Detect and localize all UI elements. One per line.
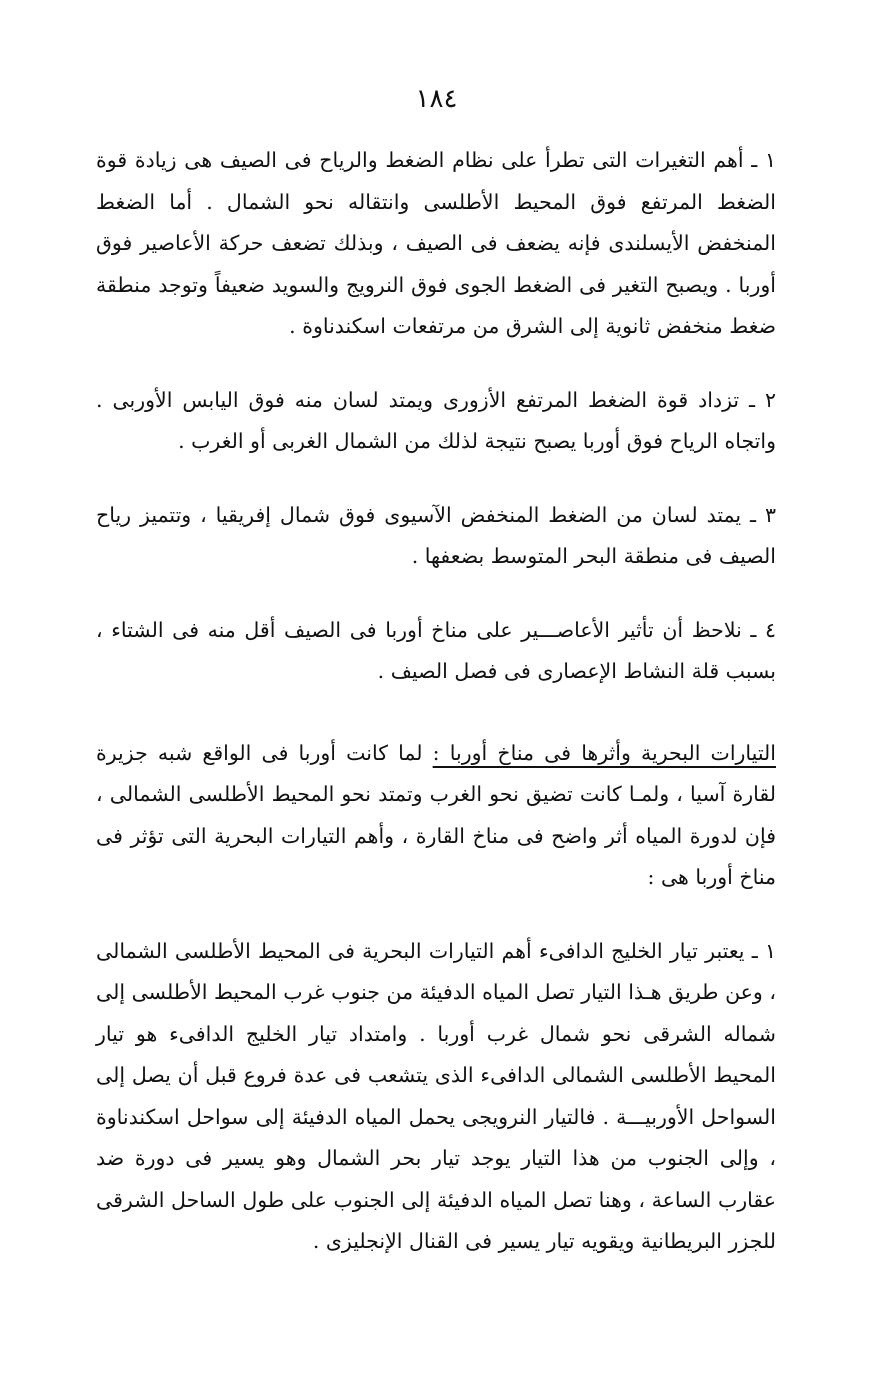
paragraph-pressure-change-4: ٤ ـ نلاحظ أن تأثير الأعاصـــير على مناخ أوربا فى الصيف أقل منه فى الشتاء ، بسبب قلة النشاط الإعصارى فى فصل الصيف .	[96, 617, 776, 683]
section-intro-text: لما كانت أوربا فى الواقع شبه جزيرة لقارة آسيا ، ولمـا كانت تضيق نحو الغرب وتمتد نحو المحيط الأطلسى الشمالى ، فإن لدورة المياه أثر واضح فى مناخ القارة ، وأهم التيارات البحرية التى تؤثر فى مناخ أوربا هى :	[96, 740, 776, 889]
paragraph-gulf-stream: ١ ـ يعتبر تيار الخليج الدافىء أهم التيارات البحرية فى المحيط الأطلسى الشمالى ، وعن طريق هـذا التيار تصل المياه الدفيئة من جنوب غرب المحيط الأطلسى إلى شماله الشرقى نحو شمال غرب أوربا . وامتداد تيار الخليج الدافىء هو تيار المحيط الأطلسى الشمالى الدافىء الذى يتشعب فى عدة فروع قبل أن يصل إلى السواحل الأوربيـــة . فالتيار النرويجى يحمل المياه الدفيئة إلى سواحل اسكندناوة ، وإلى الجنوب من هذا التيار يوجد تيار بحر الشمال وهو يسير فى دورة ضد عقارب الساعة ، وهنا تصل المياه الدفيئة إلى الجنوب على طول الساحل الشرقى للجزر البريطانية ويقويه تيار يسير فى القنال الإنجليزى .	[96, 938, 776, 1253]
paragraph-pressure-change-1: ١ ـ أهم التغيرات التى تطرأ على نظام الضغط والرياح فى الصيف هى زيادة قوة الضغط المرتفع فوق المحيط الأطلسى وانتقاله نحو الشمال . أما الضغط المنخفض الأيسلندى فإنه يضعف فى الصيف ، وبذلك تضعف حركة الأعاصير فوق أوربا . ويصبح التغير فى الضغط الجوى فوق النرويج والسويد ضعيفاً وتوجد منطقة ضغط منخفض ثانوية إلى الشرق من مرتفعات اسكندناوة .	[96, 148, 776, 338]
paragraph-pressure-change-3: ٣ ـ يمتد لسان من الضغط المنخفض الآسيوى فوق شمال إفريقيا ، وتتميز رياح الصيف فى منطقة البحر المتوسط بضعفها .	[96, 502, 776, 568]
paragraph-pressure-change-2: ٢ ـ تزداد قوة الضغط المرتفع الأزورى ويمتد لسان منه فوق اليابس الأوربى . واتجاه الرياح فوق أوربا يصبح نتيجة لذلك من الشمال الغربى أو الغرب .	[96, 387, 776, 453]
page-body	[96, 140, 776, 1263]
section-heading-ocean-currents: التيارات البحرية وأثرها فى مناخ أوربا :	[432, 740, 776, 765]
page-number: ١٨٤	[415, 84, 458, 114]
paragraph-ocean-currents-intro	[96, 733, 776, 899]
